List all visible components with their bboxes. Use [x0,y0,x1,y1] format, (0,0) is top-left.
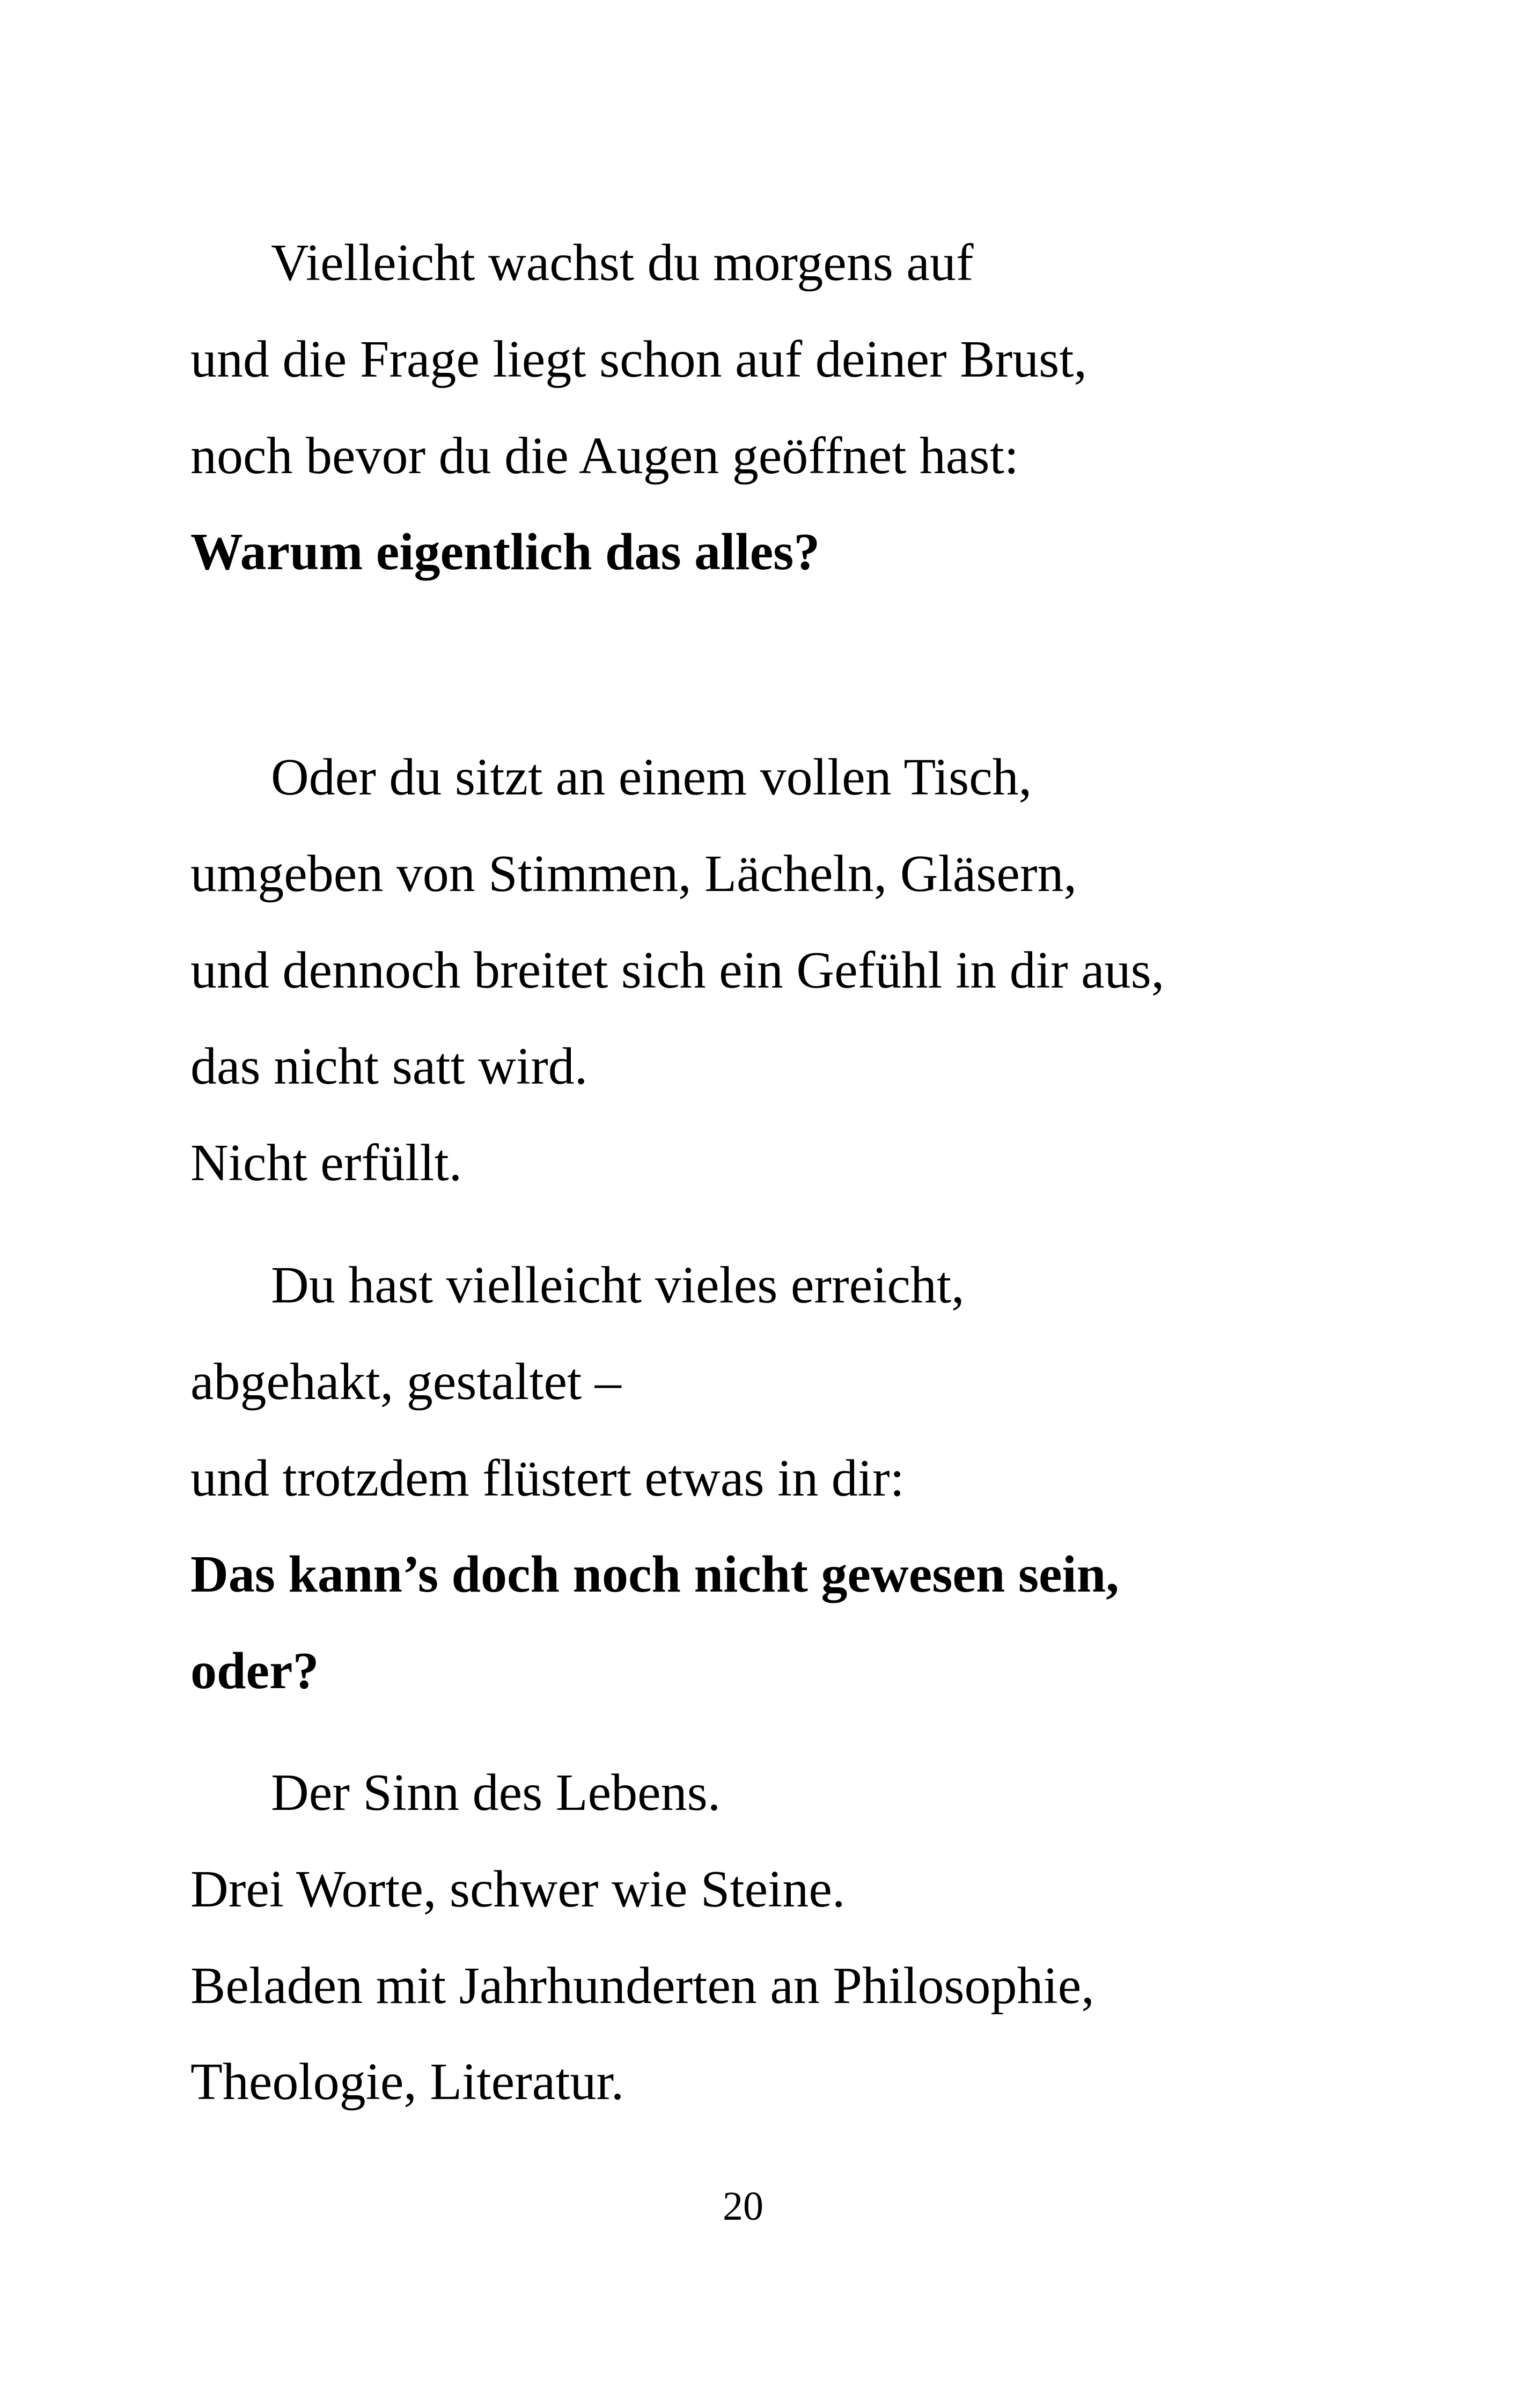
page-number: 20 [723,2184,763,2229]
bold-question-line: Das kann’s doch noch nicht gewesen sein, [190,1545,1119,1603]
text-line: Beladen mit Jahrhunderten an Philosophie, [190,1957,1094,2015]
text-line: Theologie, Literatur. [190,2053,624,2111]
text-line: und trotzdem flüstert etwas in dir: [190,1449,905,1507]
text-line: abgehakt, gestaltet – [190,1353,621,1411]
text-line: noch bevor du die Augen geöffnet hast: [190,427,1019,485]
text-line: Der Sinn des Lebens. [271,1764,721,1822]
bold-question-line: oder? [190,1642,319,1700]
text-line: umgeben von Stimmen, Lächeln, Gläsern, [190,845,1077,903]
text-line: Vielleicht wachst du morgens auf [271,234,974,292]
text-line: und dennoch breitet sich ein Gefühl in dir aus, [190,941,1165,999]
text-line: und die Frage liegt schon auf deiner Brust, [190,330,1088,388]
text-line: das nicht satt wird. [190,1037,588,1095]
text-line: Nicht erfüllt. [190,1134,462,1192]
text-line: Oder du sitzt an einem vollen Tisch, [271,748,1032,806]
text-line: Drei Worte, schwer wie Steine. [190,1860,846,1918]
text-line: Du hast vielleicht vieles erreicht, [271,1256,965,1314]
bold-question-line: Warum eigentlich das alles? [190,523,820,581]
